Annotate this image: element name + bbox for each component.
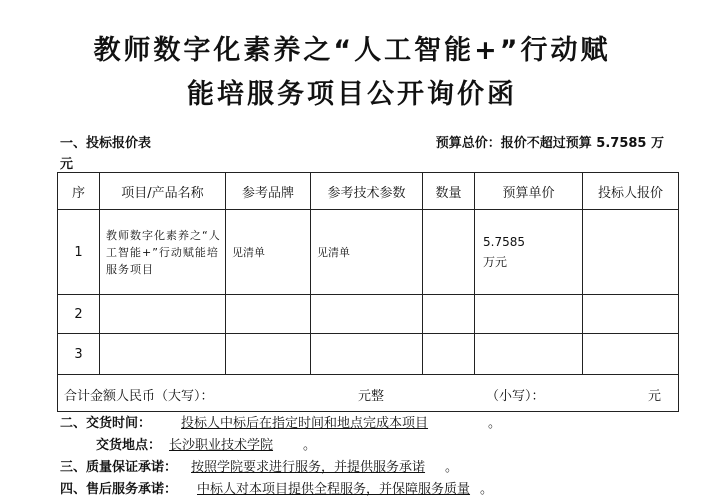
document-title-line1: 教师数字化素养之“人工智能+”行动赋	[93, 35, 611, 66]
row-params[interactable]	[311, 334, 423, 375]
document-title-line2: 能培服务项目公开询价函	[187, 79, 517, 110]
row-name[interactable]	[100, 334, 226, 375]
row-price[interactable]	[475, 334, 583, 375]
row-qty[interactable]	[423, 334, 475, 375]
delivery-place-value: 长沙职业技术学院	[169, 438, 274, 453]
row-name: 教师数字化素养之“人工智能+”行动赋能培服务项目	[100, 210, 226, 295]
delivery-time-end: 。	[488, 416, 502, 431]
row-params[interactable]	[311, 295, 423, 334]
delivery-time-line	[60, 412, 501, 431]
quality-label: 三、质量保证承诺：	[60, 460, 178, 475]
total-small-label: （小写）：	[486, 389, 545, 404]
total-small-unit: 元	[648, 389, 662, 404]
delivery-place-label: 交货地点：	[96, 438, 162, 453]
budget-unit: 元	[60, 157, 74, 172]
header-brand: 参考品牌	[226, 173, 311, 210]
table-row	[58, 295, 679, 334]
row-qty[interactable]	[423, 210, 475, 295]
budget-text: 预算总价：报价不超过预算 5.7585 万	[435, 136, 664, 151]
row-no: 1	[58, 210, 100, 295]
quality-line	[60, 456, 458, 475]
total-label: 合计金额人民币（大写）：	[64, 389, 214, 404]
row-price	[475, 210, 583, 295]
row-brand[interactable]	[226, 334, 311, 375]
delivery-place-line	[96, 434, 316, 453]
quote-table	[57, 172, 679, 412]
aftersale-line	[60, 478, 493, 497]
header-params: 参考技术参数	[311, 173, 423, 210]
row-params: 见清单	[311, 210, 423, 295]
table-row	[58, 334, 679, 375]
aftersale-end: 。	[480, 482, 494, 497]
row-brand: 见清单	[226, 210, 311, 295]
delivery-place-end: 。	[303, 438, 317, 453]
aftersale-value: 中标人对本项目提供全程服务，并保障服务质量	[197, 482, 471, 497]
header-qty: 数量	[423, 173, 475, 210]
row-bid[interactable]	[583, 295, 679, 334]
row-no: 2	[58, 295, 100, 334]
row-price-unit: 万元	[483, 255, 508, 269]
total-unit: 元整	[358, 389, 385, 404]
total-cell	[58, 375, 679, 412]
quality-value: 按照学院要求进行服务，并提供服务承诺	[191, 460, 426, 475]
row-price[interactable]	[475, 295, 583, 334]
aftersale-label: 四、售后服务承诺：	[60, 482, 178, 497]
row-no: 3	[58, 334, 100, 375]
header-price: 预算单价	[475, 173, 583, 210]
row-bid[interactable]	[583, 210, 679, 295]
delivery-time-label: 二、交货时间：	[60, 416, 152, 431]
table-header-row	[58, 173, 679, 210]
row-bid[interactable]	[583, 334, 679, 375]
section1-heading: 一、投标报价表	[60, 136, 152, 151]
row-price-value: 5.7585	[483, 235, 525, 249]
total-row	[58, 375, 679, 412]
quality-end: 。	[445, 460, 459, 475]
header-name: 项目/产品名称	[100, 173, 226, 210]
header-no: 序	[58, 173, 100, 210]
row-brand[interactable]	[226, 295, 311, 334]
table-row	[58, 210, 679, 295]
row-qty[interactable]	[423, 295, 475, 334]
header-bid: 投标人报价	[583, 173, 679, 210]
delivery-time-value: 投标人中标后在指定时间和地点完成本项目	[181, 416, 429, 431]
row-name[interactable]	[100, 295, 226, 334]
